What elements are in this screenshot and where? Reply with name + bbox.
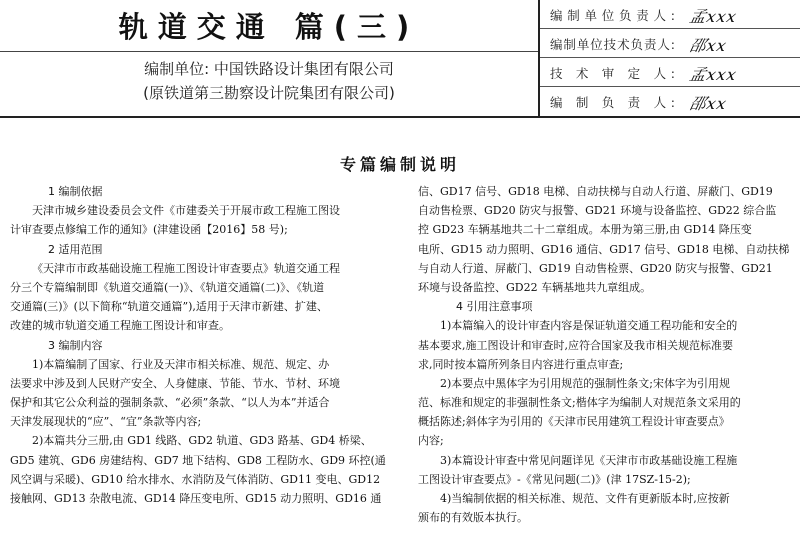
- text-line: GD5 建筑、GD6 房建结构、GD7 地下结构、GD8 工程防水、GD9 环控(通: [10, 453, 386, 467]
- text-line: 保护和其它公众利益的强制条款、“必须”条款、“以人为本”并适合: [10, 396, 330, 410]
- text-line: 求,同时按本篇所列条目内容进行重点审查;: [418, 357, 624, 371]
- text-line: 工图设计审查要点》-《常见问题(二)》(津 17SZ-15-2);: [418, 472, 691, 486]
- text-line: 控 GD23 车辆基地共二十二章组成。本册为第三册,由 GD14 降压变: [418, 223, 752, 237]
- signature-label: 编制单位负责人:: [550, 8, 675, 23]
- text-line: 4)当编制依据的相关标准、规范、文件有更新版本时,应按新: [440, 492, 730, 505]
- heading-basis: 1 编制依据: [48, 185, 103, 198]
- signature-panel: [540, 0, 800, 116]
- signature-row: [540, 87, 800, 116]
- heading-notes: 4 引用注意事项: [456, 300, 533, 314]
- signature-name: 邵xx: [687, 94, 729, 113]
- text-line: 2)本篇共分三册,由 GD1 线路、GD2 轨道、GD3 路基、GD4 桥梁、: [32, 434, 372, 448]
- text-line: 交通篇(三)》(以下简称“轨道交通篇”),适用于天津市新建、扩建、: [10, 300, 328, 314]
- signature-name: 邵xx: [687, 36, 729, 55]
- text-line: 范、标准和规定的非强制性条文;楷体字为编制人对规范条文采用的: [418, 396, 741, 410]
- title-box: [0, 0, 538, 52]
- text-line: 2)本要点中黑体字为引用规范的强制性条文;宋体字为引用规: [440, 376, 730, 390]
- text-line: 法要求中涉及到人民财产安全、人身健康、节能、节水、节材、环境: [10, 376, 340, 390]
- section-title: 专篇编制说明: [339, 155, 460, 174]
- text-line: 改建的城市轨道交通工程施工图设计和审查。: [10, 319, 230, 333]
- signature-row: [540, 58, 800, 87]
- text-line: 颁布的有效版本执行。: [418, 511, 528, 525]
- text-line: 天津市城乡建设委员会文件《市建委关于开展市政工程施工图设: [32, 204, 340, 218]
- text-line: 《天津市市政基础设施工程施工图设计审查要点》轨道交通工程: [32, 261, 340, 275]
- signature-label: 编制单位技术负责人:: [550, 37, 675, 52]
- org-line-2: (原铁道第三勘察设计院集团有限公司): [143, 84, 395, 102]
- text-line: 分三个专篇编制即《轨道交通篇(一)》、《轨道交通篇(二)》、《轨道: [10, 280, 325, 294]
- text-line: 3)本篇设计审查中常见问题详见《天津市市政基础设施工程施: [440, 453, 738, 467]
- signature-label: 编 制 负 责 人:: [550, 95, 675, 110]
- text-line: 电所、GD15 动力照明、GD16 通信、GD17 信号、GD18 电梯、自动扶梯: [418, 242, 790, 256]
- signature-row: [540, 29, 800, 58]
- document-title: 轨道交通 篇(三): [118, 10, 420, 44]
- text-line: 接触网、GD13 杂散电流、GD14 降压变电所、GD15 动力照明、GD16 通: [10, 492, 382, 505]
- heading-content: 3 编制内容: [48, 338, 103, 352]
- text-line: 信、GD17 信号、GD18 电梯、自动扶梯与自动人行道、屏蔽门、GD19: [418, 185, 773, 198]
- left-column: [10, 182, 386, 508]
- text-line: 自动售检票、GD20 防灾与报警、GD21 环境与设备监控、GD22 综合监: [418, 204, 777, 218]
- signature-name: 孟xxx: [687, 7, 739, 26]
- text-line: 基本要求,施工图设计和审查时,应符合国家及我市相关规范标准要: [418, 338, 733, 352]
- title-panel: [0, 0, 540, 116]
- text-line: 1)本篇编制了国家、行业及天津市相关标准、规范、规定、办: [32, 357, 330, 371]
- text-line: 概括陈述;斜体字为引用的《天津市民用建筑工程设计审查要点》: [418, 415, 730, 429]
- heading-scope: 2 适用范围: [48, 242, 103, 256]
- signature-label: 技 术 审 定 人:: [550, 66, 675, 81]
- text-line: 天津发展现状的“应”、“宜”条款等内容;: [10, 415, 202, 429]
- title-block: [0, 0, 800, 118]
- right-column: [418, 182, 790, 527]
- text-line: 内容;: [418, 434, 444, 448]
- text-line: 与自动人行道、屏蔽门、GD19 自动售检票、GD20 防灾与报警、GD21: [418, 261, 773, 275]
- text-line: 1)本篇编入的设计审查内容是保证轨道交通工程功能和安全的: [440, 319, 738, 333]
- text-line: 环境与设备监控、GD22 车辆基地共九章组成。: [418, 280, 652, 294]
- signature-row: [540, 0, 800, 29]
- signature-name: 孟xxx: [687, 65, 739, 84]
- org-line-1: 编制单位: 中国铁路设计集团有限公司: [144, 60, 394, 78]
- text-line: 风空调与采暖)、GD10 给水排水、水消防及气体消防、GD11 变电、GD12: [10, 472, 381, 486]
- text-line: 计审查要点修编工作的通知》(津建设函【2016】58 号);: [10, 223, 288, 237]
